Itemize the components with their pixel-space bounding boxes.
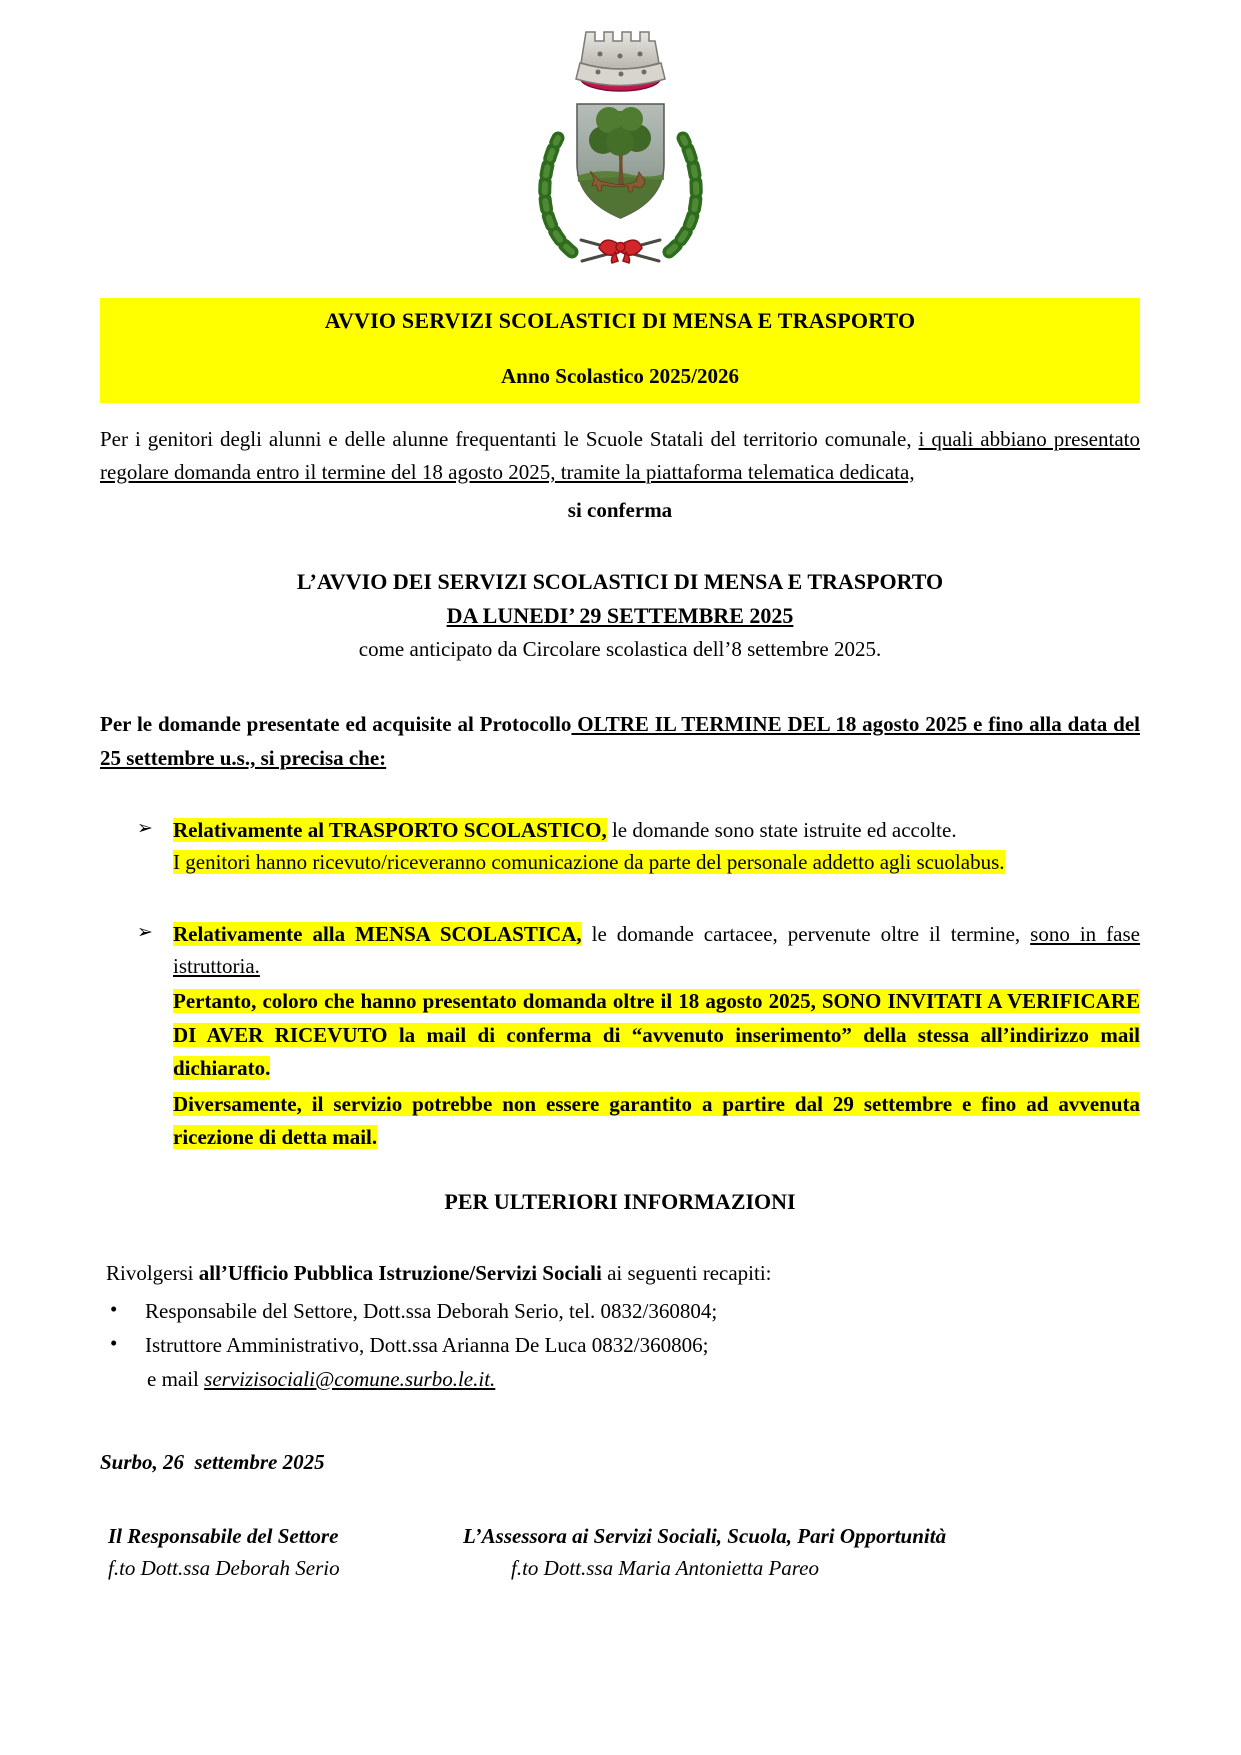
protocol-underlined-text: OLTRE IL TERMINE DEL 18 agosto 2025 e fino alla data del 25 settembre u.s., si precisa che: <box>100 712 1140 770</box>
ribbon-bow <box>599 240 642 263</box>
bullet-dot-icon: • <box>110 1331 118 1356</box>
document-title: AVVIO SERVIZI SCOLASTICI DI MENSA E TRASPORTO <box>324 308 916 333</box>
contacts-list <box>100 1295 1140 1396</box>
contacts-intro <box>100 1257 1140 1290</box>
title-banner <box>100 298 1140 403</box>
contacts-intro-text-1: Rivolgersi <box>106 1260 199 1285</box>
trasporto-text: le domande sono state istruite ed accolte. <box>606 818 957 843</box>
mensa-highlight: Relativamente alla MENSA SCOLASTICA, <box>173 922 582 947</box>
arrow-bullet-icon: ➢ <box>137 922 153 944</box>
heading-avvio-servizi: L’AVVIO DEI SERVIZI SCOLASTICI DI MENSA E TRASPORTO <box>296 569 944 595</box>
arrow-bullet-icon: ➢ <box>137 818 153 840</box>
shield <box>577 104 664 218</box>
document-subtitle: Anno Scolastico 2025/2026 <box>500 364 739 388</box>
signature-block <box>100 1521 1140 1584</box>
contacts-office-name: all’Ufficio Pubblica Istruzione/Servizi Sociali <box>198 1260 602 1285</box>
signature-name: f.to Dott.ssa Deborah Serio <box>108 1555 340 1580</box>
signature-role: L’Assessora ai Servizi Sociali, Scuola, Pari Opportunità <box>463 1524 947 1549</box>
contact-responsabile-text: Responsabile del Settore, Dott.ssa Deborah Serio, tel. 0832/360804; <box>145 1299 718 1324</box>
heading-start-date: DA LUNEDI’ 29 SETTEMBRE 2025 <box>446 603 794 629</box>
intro-underlined-text: i quali abbiano presentato regolare domanda entro il termine del 18 agosto 2025, tramite la piattaforma telematica dedicata, <box>100 427 1140 484</box>
contact-email-line <box>145 1363 1140 1397</box>
mensa-text: le domande cartacee, pervenute oltre il termine, <box>581 922 1031 947</box>
confirm-line: si conferma <box>567 498 673 523</box>
mural-crown <box>576 32 665 91</box>
trasporto-highlighted-line: I genitori hanno ricevuto/riceveranno comunicazione da parte del personale addetto agli scuolabus. <box>173 850 1005 875</box>
contact-istruttore-text: Istruttore Amministrativo, Dott.ssa Arianna De Luca 0832/360806; <box>145 1333 709 1358</box>
bullet-mensa-scolastica <box>100 919 1140 1155</box>
signature-role: Il Responsabile del Settore <box>108 1524 339 1549</box>
contact-responsabile <box>100 1295 1140 1329</box>
dateline: Surbo, 26 settembre 2025 <box>100 1450 325 1475</box>
trasporto-highlight: Relativamente al TRASPORTO SCOLASTICO, <box>173 818 607 843</box>
contacts-intro-text-2: ai seguenti recapiti: <box>601 1260 772 1285</box>
info-heading: PER ULTERIORI INFORMAZIONI <box>444 1188 796 1214</box>
email-prefix: e mail <box>147 1366 205 1391</box>
signature-assessora <box>463 1521 1140 1584</box>
bullet-dot-icon: • <box>110 1297 118 1322</box>
intro-text: Per i genitori degli alunni e delle alunne frequentanti le Scuole Statali del territorio comunale, <box>100 427 919 451</box>
signature-responsabile <box>100 1521 463 1584</box>
mensa-underlined-text: sono in fase istruttoria. <box>173 922 1140 978</box>
municipal-coat-of-arms-icon <box>508 14 733 264</box>
contact-istruttore <box>100 1329 1140 1396</box>
email-link[interactable]: servizisociali@comune.surbo.le.it. <box>204 1366 496 1391</box>
heading-circolare-note: come anticipato da Circolare scolastica dell’8 settembre 2025. <box>358 637 882 662</box>
mensa-warning-1: Pertanto, coloro che hanno presentato domanda oltre il 18 agosto 2025, SONO INVITATI A VERIFICARE DI AVER RICEVUTO la mail di conferma di “avvenuto inserimento” della stessa all’indirizzo mail dichiarato. <box>173 988 1140 1081</box>
intro-paragraph <box>100 423 1140 488</box>
signature-name: f.to Dott.ssa Maria Antonietta Pareo <box>511 1555 819 1580</box>
protocol-paragraph <box>100 708 1140 775</box>
protocol-text: Per le domande presentate ed acquisite al Protocollo <box>100 712 572 737</box>
mensa-warning-2: Diversamente, il servizio potrebbe non essere garantito a partire dal 29 settembre e fino ad avvenuta ricezione di detta mail. <box>173 1091 1140 1150</box>
bullet-trasporto-scolastico <box>100 815 1140 879</box>
